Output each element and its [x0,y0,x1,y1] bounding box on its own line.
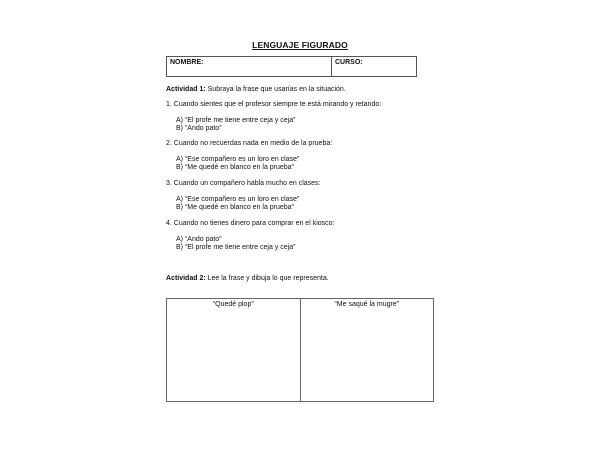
question-2-option-b[interactable]: B) “Me quedé en blanco en la prueba” [176,164,294,171]
drawing-cell-me-saque-la-mugre[interactable] [301,299,434,401]
question-4: 4. Cuando no tienes dinero para comprar en el kiosco: [166,220,335,227]
drawing-prompt-1: “Quedé plop” [212,301,254,308]
course-field[interactable] [332,57,416,76]
drawing-prompt-2: “Me saqué la mugre” [334,301,400,308]
activity1-heading [166,86,346,93]
student-info-table [166,56,417,77]
course-label: CURSO: [335,59,363,66]
activity1-instruction: Subraya la frase que usarías en la situación. [205,86,346,93]
name-field[interactable] [167,57,332,76]
drawing-cell-quede-plop[interactable] [167,299,301,401]
question-2: 2. Cuando no recuerdas nada en medio de la prueba: [166,140,333,147]
question-4-option-b[interactable]: B) “El profe me tiene entre ceja y ceja” [176,244,296,251]
question-4-option-a[interactable]: A) “Ando pato” [176,236,222,243]
question-3: 3. Cuando un compañero habla mucho en clases: [166,180,321,187]
activity2-instruction: Lee la frase y dibuja lo que representa. [205,275,329,282]
question-1: 1. Cuando sientes que el profesor siempre te está mirando y retando: [166,101,382,108]
activity2-label: Actividad 2: [166,275,206,282]
question-3-option-b[interactable]: B) “Me quedé en blanco en la prueba” [176,204,294,211]
question-2-option-a[interactable]: A) “Ese compañero es un loro en clase” [176,156,300,163]
question-1-option-a[interactable]: A) “El profe me tiene entre ceja y ceja” [176,117,296,124]
name-label: NOMBRE: [170,59,204,66]
activity1-label: Actividad 1: [166,86,206,93]
drawing-table [166,298,434,402]
activity2-heading [166,275,329,282]
page-title: LENGUAJE FIGURADO [252,40,348,50]
question-1-option-b[interactable]: B) “Ando pato” [176,125,222,132]
question-3-option-a[interactable]: A) “Ese compañero es un loro en clase” [176,196,300,203]
